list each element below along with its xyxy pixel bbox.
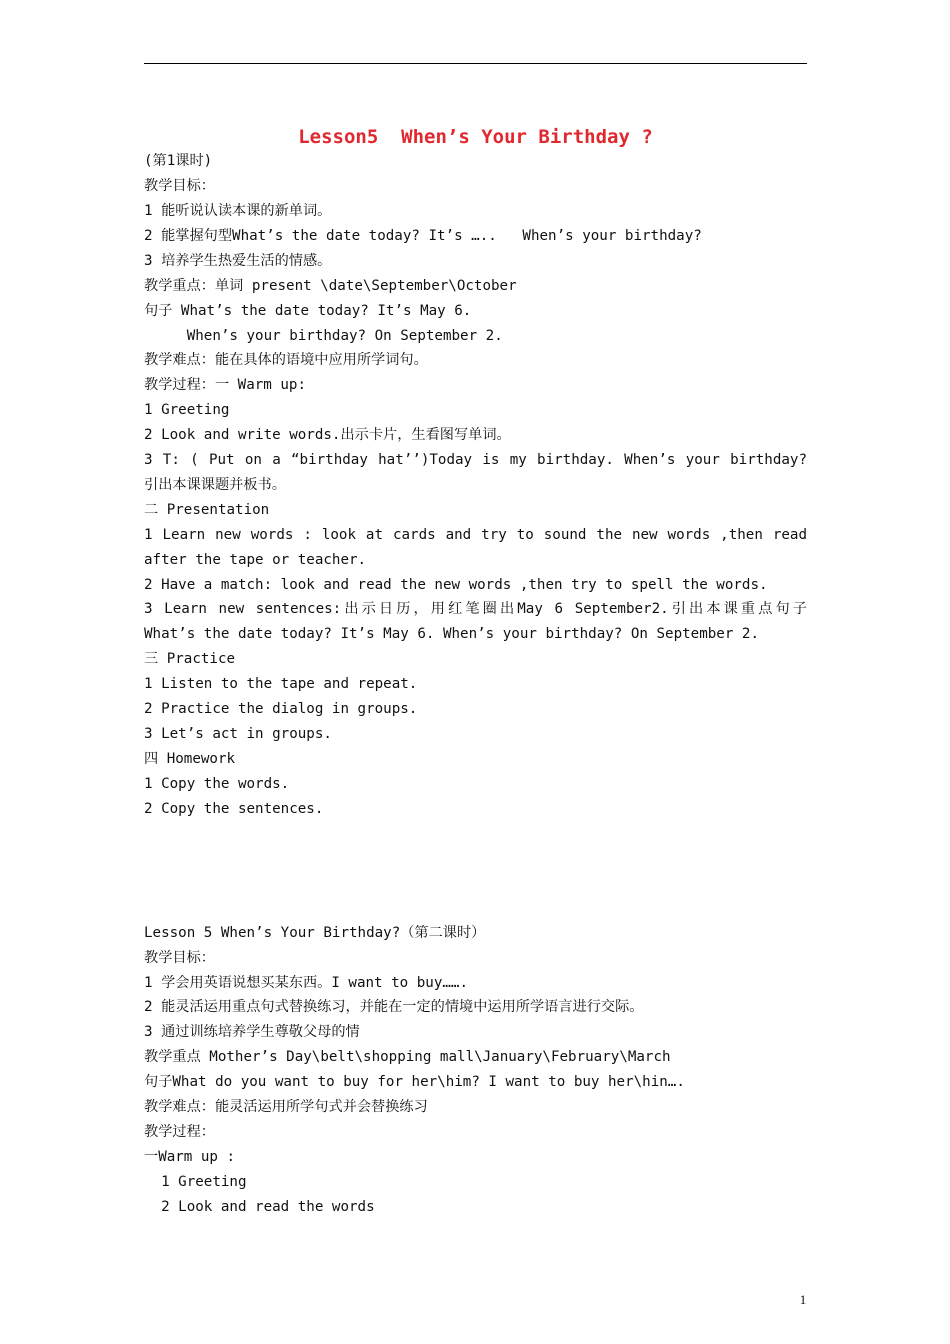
- text-line: 1 能听说认读本课的新单词。: [144, 203, 332, 219]
- section-heading: 一Warm up :: [144, 1149, 236, 1165]
- text-line: 3 培养学生热爱生活的情感。: [144, 253, 332, 269]
- text-line: 1 学会用英语说想买某东西。I want to buy…….: [144, 975, 468, 991]
- text-line: 1 Copy the words.: [144, 776, 290, 792]
- text-line: after the tape or teacher.: [144, 552, 367, 568]
- section-heading: 二 Presentation: [144, 502, 270, 518]
- lesson-title: Lesson5 When’s Your Birthday ?: [298, 126, 653, 148]
- text-line: 教学过程：: [144, 1124, 215, 1140]
- text-line: 3 Learn new sentences:出示日历，用红笔圈出May 6 September2.引出本课重点句子: [144, 601, 807, 617]
- section-heading: 三 Practice: [144, 651, 236, 667]
- text-line: 2 能灵活运用重点句式替换练习，并能在一定的情境中运用所学语言进行交际。: [144, 999, 644, 1015]
- header-rule: [144, 63, 807, 64]
- text-line: 教学重点：单词 present \date\September\October: [144, 278, 517, 294]
- text-line: 3 Let’s act in groups.: [144, 726, 332, 742]
- text-line: 句子 What’s the date today? It’s May 6.: [144, 303, 472, 319]
- section-heading: 四 Homework: [144, 751, 236, 767]
- text-line: 教学目标：: [144, 950, 215, 966]
- text-line: 句子What do you want to buy for her\him? I want to buy her\hin….: [144, 1074, 685, 1090]
- text-line: 3 T: ( Put on a “birthday hat’’)Today is my birthday. When’s your birthday?: [144, 452, 807, 468]
- text-line: When’s your birthday? On September 2.: [144, 328, 503, 344]
- text-line: 教学过程：一 Warm up:: [144, 377, 306, 393]
- text-line: 1 Listen to the tape and repeat.: [144, 676, 418, 692]
- text-line: What’s the date today? It’s May 6. When’s your birthday? On September 2.: [144, 626, 759, 642]
- lesson2-heading: Lesson 5 When’s Your Birthday?（第二课时）: [144, 925, 486, 941]
- text-line: 2 能掌握句型What’s the date today? It’s ….. When’s your birthday?: [144, 228, 702, 244]
- text-line: 2 Practice the dialog in groups.: [144, 701, 418, 717]
- text-line: 2 Look and write words.出示卡片，生看图写单词。: [144, 427, 511, 443]
- text-line: (第1课时): [144, 153, 213, 169]
- text-line: 2 Copy the sentences.: [144, 801, 324, 817]
- text-line: 教学难点：能灵活运用所学句式并会替换练习: [144, 1099, 428, 1115]
- text-line: 2 Have a match: look and read the new words ,then try to spell the words.: [144, 577, 768, 593]
- text-line: 1 Learn new words : look at cards and try to sound the new words ,then read: [144, 527, 807, 543]
- text-line: 1 Greeting: [144, 402, 230, 418]
- text-line: 2 Look and read the words: [144, 1199, 375, 1215]
- text-line: 3 通过训练培养学生尊敬父母的情: [144, 1024, 360, 1040]
- text-line: 教学目标：: [144, 178, 215, 194]
- page-number: 1: [799, 1292, 807, 1307]
- text-line: 1 Greeting: [144, 1174, 247, 1190]
- text-line: 引出本课课题并板书。: [144, 477, 286, 493]
- text-line: 教学难点：能在具体的语境中应用所学词句。: [144, 352, 428, 368]
- text-line: 教学重点 Mother’s Day\belt\shopping mall\January\February\March: [144, 1049, 671, 1065]
